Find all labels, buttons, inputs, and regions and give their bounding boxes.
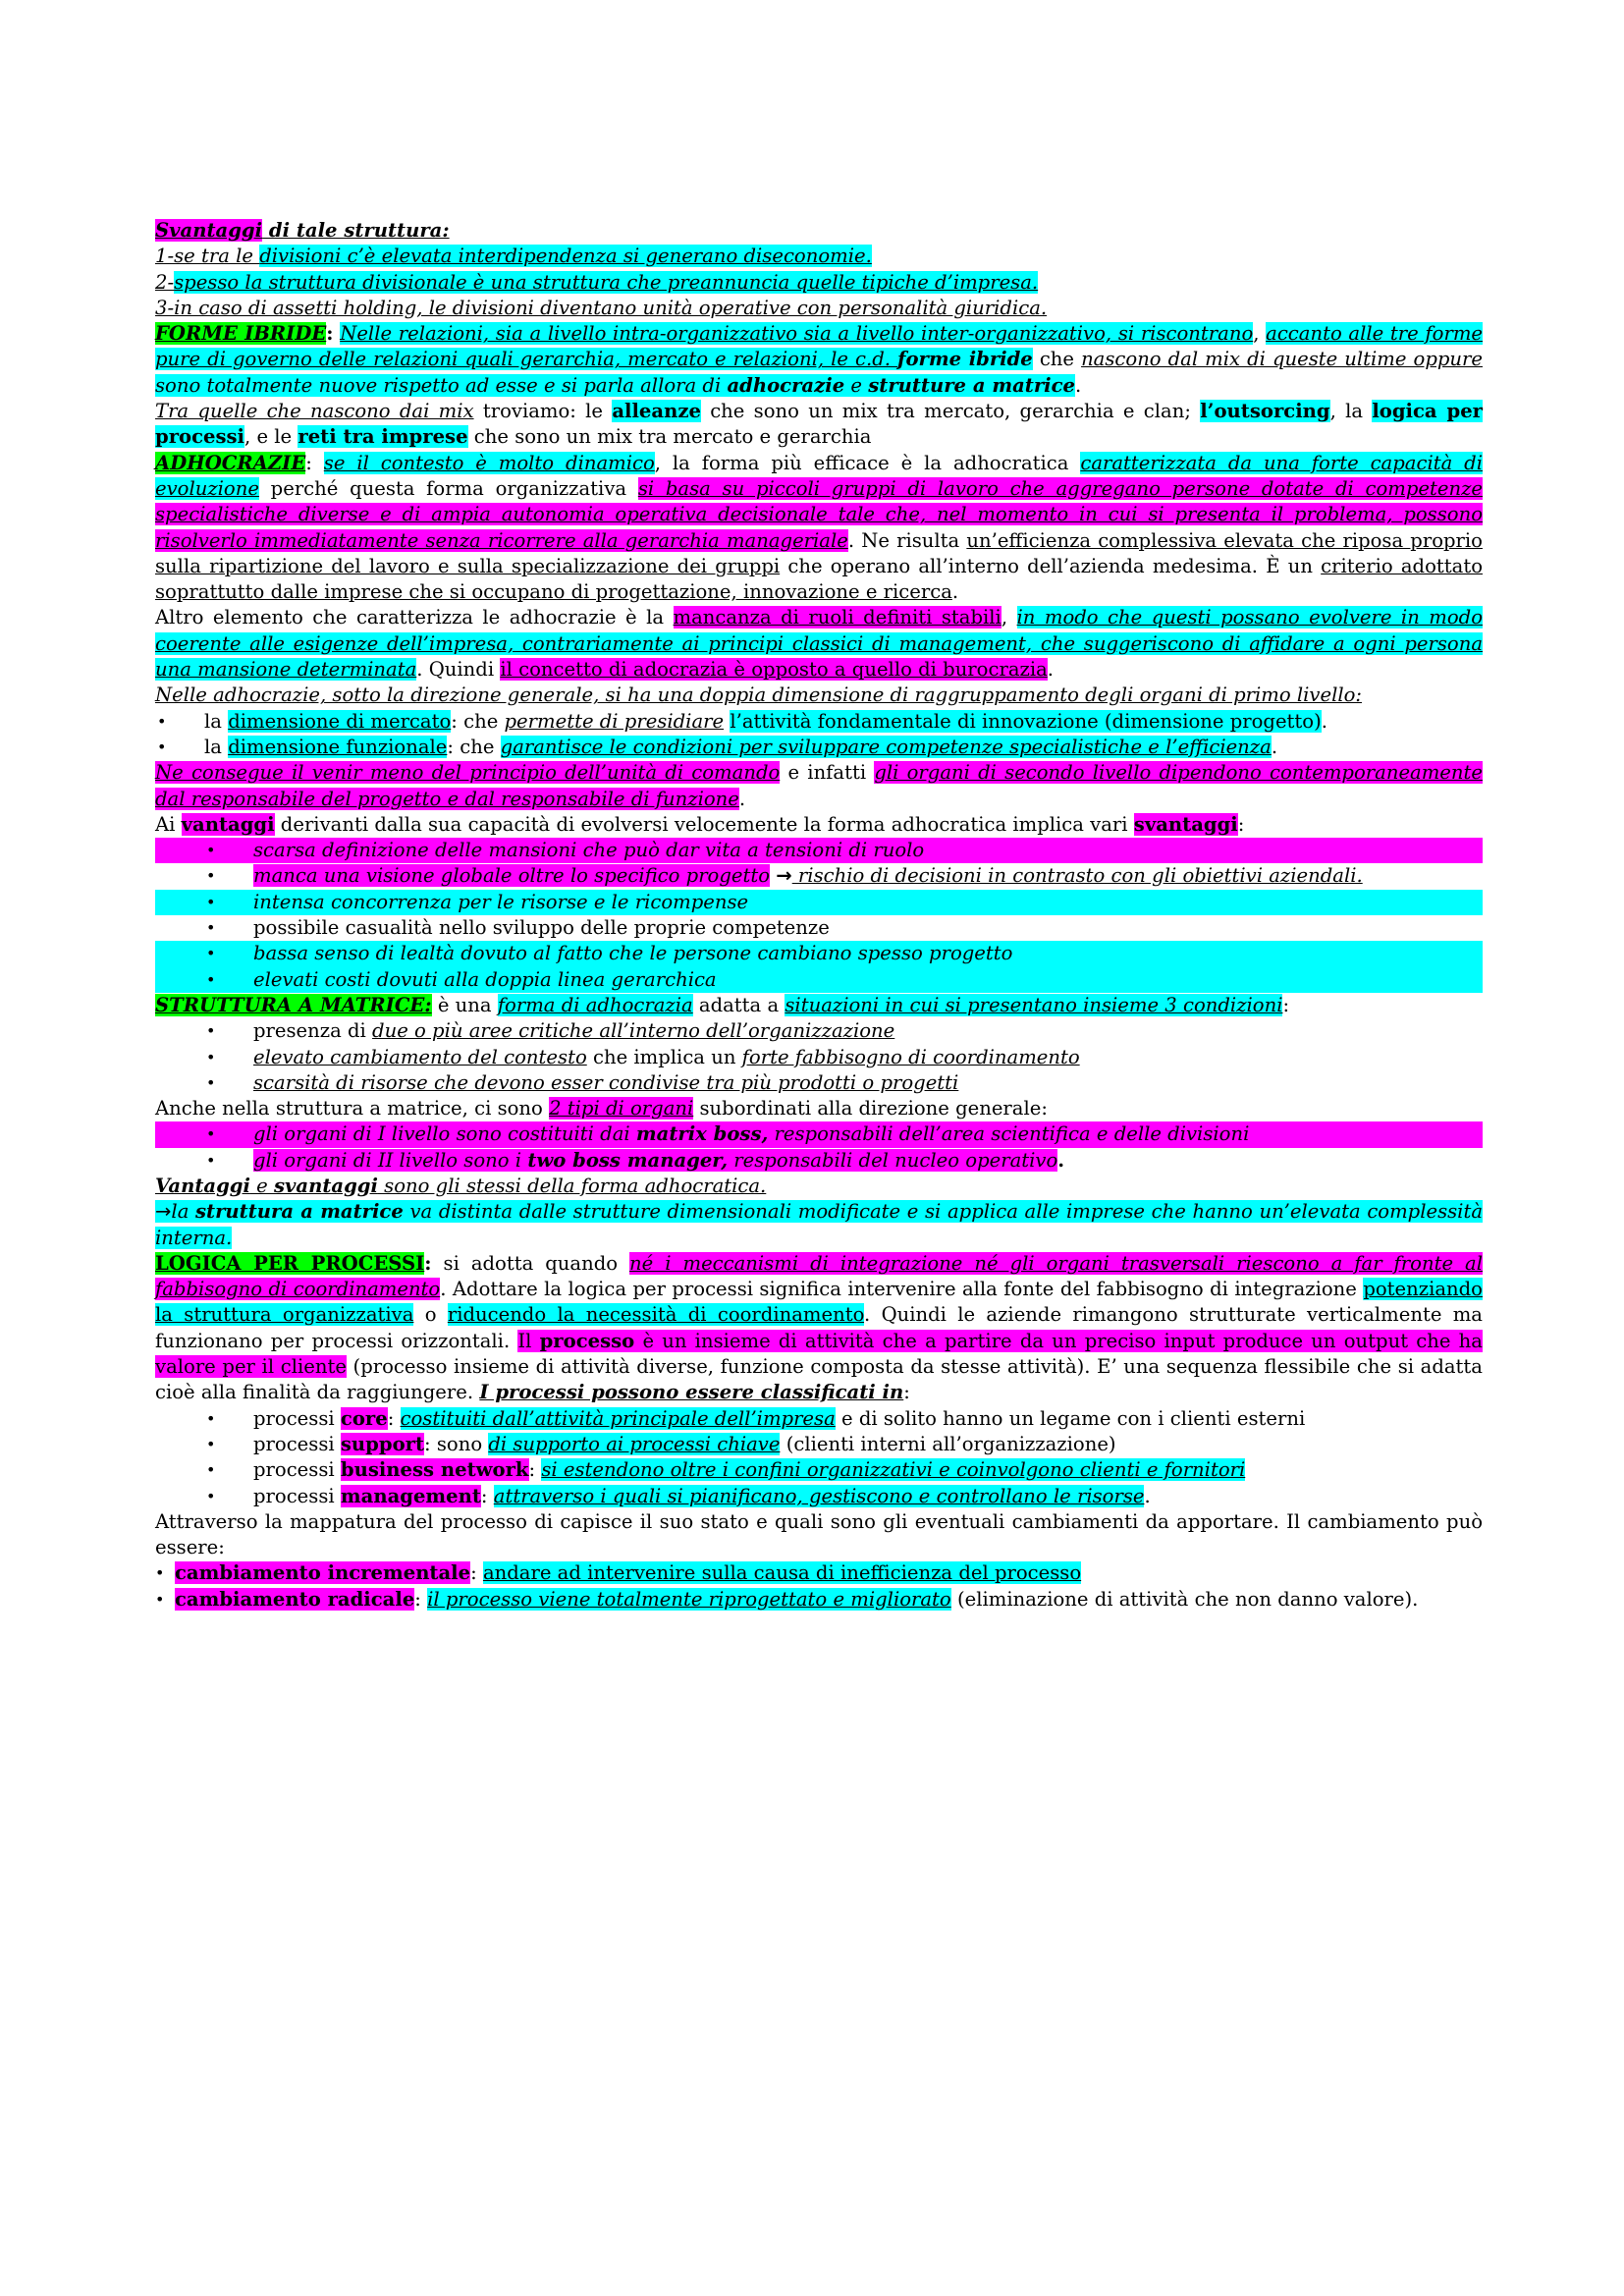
adho-t9: che operano all’interno dell’azienda medesima. È un xyxy=(780,554,1322,577)
organo-2d: . xyxy=(1057,1148,1065,1172)
vantaggi-paragraph xyxy=(155,812,1483,838)
svantaggi-l1-prefix: 1-se tra le xyxy=(155,245,260,268)
camb-c2c: il processo viene totalmente riprogettato e migliorato xyxy=(427,1587,951,1611)
altro-t7: . xyxy=(1047,658,1055,682)
proc-sep: : xyxy=(528,1458,542,1482)
list-item xyxy=(155,1560,1483,1586)
list-item xyxy=(155,1070,1483,1096)
processi-paragraph xyxy=(155,1251,1483,1406)
svantaggi-label: Svantaggi xyxy=(155,219,263,242)
camb-c2b: : xyxy=(414,1587,428,1611)
altro-t2: mancanza di ruoli definiti stabili xyxy=(673,606,1001,629)
forme-t11: strutture a matrice xyxy=(868,373,1076,397)
organo-1c: responsabili dell’area scientifica e delle divisioni xyxy=(768,1122,1250,1146)
doppia-b2a: la xyxy=(204,735,229,758)
svantaggi-line-3: 3-in caso di assetti holding, le divisioni diventano unità operative con personalità giuridica. xyxy=(155,296,1048,319)
processi-colon: : xyxy=(424,1251,432,1275)
mix-t1: Tra quelle che nascono dai mix xyxy=(155,400,474,423)
altro-paragraph xyxy=(155,605,1483,683)
svantaggio-5: bassa senso di lealtà dovuto al fatto che le persone cambiano spesso progetto xyxy=(253,942,1013,965)
proc-sep: : xyxy=(480,1484,494,1507)
mix-t2: troviamo: le xyxy=(473,400,613,423)
processi-heading: LOGICA PER PROCESSI xyxy=(155,1251,425,1275)
distinta-3: va distinta dalle strutture dimensionali modificate e si applica alle imprese che hanno un’elevata complessità interna. xyxy=(155,1200,1484,1249)
proc-post: (clienti interni all’organizzazione) xyxy=(780,1432,1116,1455)
vs-2: e xyxy=(249,1174,274,1197)
proc-desc: costituiti dall’attività principale dell’impresa xyxy=(400,1406,836,1430)
list-item xyxy=(155,1432,1483,1457)
list-item xyxy=(155,1121,1483,1147)
consegue-paragraph xyxy=(155,760,1483,812)
proc-sep: : sono xyxy=(424,1432,489,1455)
organo-1b: matrix boss, xyxy=(635,1122,769,1146)
adho-t7: . Ne risulta xyxy=(847,528,967,552)
matrice-t1: è una xyxy=(431,993,498,1016)
adhocrazie-paragraph xyxy=(155,451,1483,606)
svantaggio-1: scarsa definizione delle mansioni che può dar vita a tensioni di ruolo xyxy=(253,839,925,862)
mappatura-paragraph: Attraverso la mappatura del processo di capisce il suo stato e quali sono gli eventuali cambiamenti da apportare. Il cambiamento può essere: xyxy=(155,1509,1483,1559)
matrice-heading: STRUTTURA A MATRICE: xyxy=(155,993,432,1016)
processi-t10: I processi possono essere classificati in xyxy=(479,1381,904,1404)
camb-c2d: (eliminazione di attività che non danno valore). xyxy=(950,1587,1419,1611)
doppia-intro: Nelle adhocrazie, sotto la direzione generale, si ha una doppia dimensione di raggruppamento degli organi di primo livello: xyxy=(155,683,1363,707)
proc-name: core xyxy=(340,1406,388,1430)
processi-t8a: Il xyxy=(517,1329,540,1352)
vantaggi-label: vantaggi xyxy=(181,812,275,836)
matrice-t2: forma di adhocrazia xyxy=(497,993,693,1016)
forme-t9: adhocrazie xyxy=(727,373,845,397)
svantaggio-2-rischio: rischio di decisioni in contrasto con gli obiettivi aziendali. xyxy=(791,864,1363,888)
processi-t9: (processo insieme di attività diverse, funzione composta da stesse attività). E’ una sequenza flessibile che si adatta cioè alla finalità da raggiungere. xyxy=(155,1355,1483,1404)
doppia-b2d: garantisce le condizioni per sviluppare competenze specialistiche e l’efficienza xyxy=(500,735,1272,758)
doppia-b2e: . xyxy=(1271,735,1278,758)
list-item xyxy=(155,967,1483,993)
cambiamento-list xyxy=(155,1560,1483,1613)
list-item xyxy=(155,1018,1483,1044)
adhocrazie-heading: ADHOCRAZIE xyxy=(155,451,306,474)
proc-desc: di supporto ai processi chiave xyxy=(488,1432,781,1455)
adho-t8: un’efficienza complessiva elevata che riposa proprio sulla ripartizione del lavoro e sulla specializzazione dei gruppi xyxy=(155,528,1483,577)
forme-t5: che xyxy=(1032,348,1082,371)
processi-t3: . Adottare la logica per processi significa intervenire alla fonte del fabbisogno di integrazione xyxy=(440,1278,1364,1301)
svantaggio-3: intensa concorrenza per le risorse e le ricompense xyxy=(253,890,749,913)
cambiamento-radicale: cambiamento radicale xyxy=(175,1587,415,1611)
adho-t1: : xyxy=(305,451,324,474)
proc-post: . xyxy=(1144,1484,1151,1507)
vantaggi-svantaggi-line xyxy=(155,1174,1483,1199)
forme-t1: Nelle relazioni, sia a livello intra-organizzativo sia a livello inter-organizzativo, si riscontrano xyxy=(340,322,1254,346)
list-item xyxy=(155,1457,1483,1483)
mix-reti: reti tra imprese xyxy=(298,425,468,449)
organi-a2: 2 tipi di organi xyxy=(549,1097,694,1121)
svantaggio-6: elevati costi dovuti alla doppia linea gerarchica xyxy=(253,967,717,991)
proc-desc: si estendono oltre i confini organizzativi e coinvolgono clienti e fornitori xyxy=(541,1458,1246,1482)
processi-t8b: processo xyxy=(539,1329,635,1352)
altro-t3: , xyxy=(1001,606,1017,629)
mix-t6: , la xyxy=(1329,400,1373,423)
altro-t4: in modo che questi possano evolvere in modo coerente alle esigenze dell’impresa, contrariamente ai principi classici di management, che suggeriscono di affidare a ogni persona una mansione determinata xyxy=(155,606,1483,682)
consegue-t3: gli organi di secondo livello dipendono contemporaneamente dal responsabile del progetto e dal responsabile di funzione xyxy=(155,761,1483,810)
svantaggi-l1-text: divisioni c’è elevata interdipendenza si generano diseconomie. xyxy=(259,245,872,268)
doppia-b1b: dimensione di mercato xyxy=(228,709,452,733)
altro-t1: Altro elemento che caratterizza le adhocrazie è la xyxy=(155,606,674,629)
forme-t8: sono totalmente nuove rispetto ad esse e si parla allora di xyxy=(155,373,728,397)
mix-t10: che sono un mix tra mercato e gerarchia xyxy=(467,425,872,449)
camb-c1b: : xyxy=(470,1561,483,1585)
arrow-right-icon: → xyxy=(776,864,792,888)
organo-1a: gli organi di I livello sono costituiti dai xyxy=(253,1122,636,1146)
vantaggi-t5: : xyxy=(1237,812,1245,836)
processi-t4: potenziando la struttura organizzativa xyxy=(155,1278,1483,1327)
cond-2a: elevato cambiamento del contesto xyxy=(253,1045,587,1068)
processi-t7: . Quindi le aziende rimangono strutturate verticalmente ma funzionano per processi orizzontali. xyxy=(155,1303,1483,1352)
altro-t6: il concetto di adocrazia è opposto a quello di burocrazia xyxy=(500,658,1048,682)
arrow-right-icon: → xyxy=(155,1200,172,1224)
vantaggi-t1: Ai xyxy=(155,812,182,836)
matrice-t5: : xyxy=(1282,993,1290,1016)
mix-outsorcing: l’outsorcing xyxy=(1200,400,1330,423)
adho-t2: se il contesto è molto dinamico xyxy=(323,451,655,474)
matrice-t4: situazioni in cui si presentano insieme 3 condizioni xyxy=(785,993,1283,1016)
organo-2b: two boss manager, xyxy=(527,1148,729,1172)
mix-paragraph xyxy=(155,399,1483,451)
proc-name: management xyxy=(340,1484,481,1507)
list-item xyxy=(155,890,1483,915)
proc-name: support xyxy=(340,1432,425,1455)
doppia-b2c: : che xyxy=(447,735,501,758)
consegue-t1: Ne consegue il venir meno del principio dell’unità di comando xyxy=(155,761,781,785)
forme-t2: , xyxy=(1253,322,1267,346)
distinta-2: struttura a matrice xyxy=(195,1200,404,1224)
svantaggio-2: manca una visione globale oltre lo specifico progetto xyxy=(253,864,771,888)
doppia-b1c: : che xyxy=(451,709,505,733)
svantaggio-4: possibile casualità nello sviluppo delle proprie competenze xyxy=(253,916,830,940)
cond-3: scarsità di risorse che devono esser condivise tra più prodotti o progetti xyxy=(253,1070,959,1094)
proc-pre: processi xyxy=(253,1458,341,1482)
svantaggi-label-2: svantaggi xyxy=(1133,812,1238,836)
altro-t5: . Quindi xyxy=(416,658,501,682)
doppia-b2b: dimensione funzionale xyxy=(228,735,448,758)
cond-1b: due o più aree critiche all’interno dell’organizzazione xyxy=(372,1019,895,1043)
svantaggi-label-rest: di tale struttura: xyxy=(262,219,450,242)
vs-4: sono gli stessi della forma adhocratica. xyxy=(377,1174,767,1197)
vs-1: Vantaggi xyxy=(155,1174,250,1197)
camb-c1c: andare ad intervenire sulla causa di inefficienza del processo xyxy=(482,1561,1082,1585)
list-item xyxy=(155,838,1483,863)
matrice-distinta xyxy=(155,1199,1483,1251)
proc-sep: : xyxy=(387,1406,401,1430)
doppia-b1f: l’attività fondamentale di innovazione (dimensione progetto) xyxy=(730,709,1322,733)
doppia-b1g: . xyxy=(1321,709,1327,733)
proc-post: e di solito hanno un legame con i clienti esterni xyxy=(835,1406,1306,1430)
adho-t4: caratterizzata da una forte capacità di evoluzione xyxy=(155,451,1483,500)
cond-2c: forte fabbisogno di coordinamento xyxy=(741,1045,1080,1068)
matrice-t3: adatta a xyxy=(692,993,785,1016)
doppia-b1a: la xyxy=(204,709,229,733)
svantaggi-line-1 xyxy=(155,244,1483,269)
forme-t12: . xyxy=(1075,373,1082,397)
list-item xyxy=(155,709,1483,735)
forme-t6: nascono dal mix di queste ultime oppure xyxy=(1081,348,1483,371)
adho-t11: . xyxy=(951,580,959,604)
matrice-paragraph xyxy=(155,993,1483,1018)
organo-2c: responsabili del nucleo operativo xyxy=(728,1148,1058,1172)
processi-t1: si adotta quando xyxy=(431,1251,630,1275)
processi-list xyxy=(155,1406,1483,1509)
mix-alleanze: alleanze xyxy=(612,400,701,423)
svantaggi-l2-prefix: 2- xyxy=(155,270,175,294)
list-item xyxy=(155,915,1483,941)
cond-2b: che implica un xyxy=(586,1045,742,1068)
cond-1a: presenza di xyxy=(253,1019,373,1043)
mix-logica: logica per processi xyxy=(155,400,1483,449)
consegue-t2: e infatti xyxy=(780,761,875,785)
svantaggi-title xyxy=(155,218,1483,244)
document-page xyxy=(155,218,1483,1613)
proc-pre: processi xyxy=(253,1406,341,1430)
forme-ibride-paragraph xyxy=(155,321,1483,399)
adho-t5: perché questa forma organizzativa xyxy=(258,476,638,500)
matrice-organi xyxy=(155,1096,1483,1121)
cambiamento-incrementale: cambiamento incrementale xyxy=(175,1561,471,1585)
doppia-b1d: permette di presidiare xyxy=(504,709,725,733)
proc-pre: processi xyxy=(253,1432,341,1455)
svantaggi-list xyxy=(155,838,1483,993)
doppia-list xyxy=(155,709,1483,761)
mix-t4: che sono un mix tra mercato, gerarchia e clan; xyxy=(700,400,1201,423)
processi-t2: né i meccanismi di integrazione né gli organi trasversali riescono a far fronte al fabbisogno di coordinamento xyxy=(155,1251,1483,1301)
matrice-conditions xyxy=(155,1018,1483,1096)
forme-ibride-heading: FORME IBRIDE xyxy=(155,322,327,346)
proc-name: business network xyxy=(340,1458,529,1482)
consegue-t4: . xyxy=(738,787,746,810)
distinta-1: la xyxy=(171,1200,196,1224)
processi-t11: : xyxy=(903,1381,910,1404)
proc-pre: processi xyxy=(253,1484,341,1507)
mix-t8: , e le xyxy=(244,425,298,449)
list-item xyxy=(155,1484,1483,1509)
forme-colon: : xyxy=(326,322,334,346)
organi-a1: Anche nella struttura a matrice, ci sono xyxy=(155,1097,550,1121)
organi-list xyxy=(155,1121,1483,1174)
forme-t10: e xyxy=(844,373,869,397)
forme-t3: accanto alle tre forme pure di governo delle relazioni quali gerarchia, mercato e relazioni, le c.d. xyxy=(155,322,1483,371)
list-item xyxy=(155,1148,1483,1174)
organo-2a: gli organi di II livello sono i xyxy=(253,1148,528,1172)
proc-desc: attraverso i quali si pianificano, gestiscono e controllano le risorse xyxy=(493,1484,1145,1507)
organi-a3: subordinati alla direzione generale: xyxy=(693,1097,1048,1121)
processi-t6: riducendo la necessità di coordinamento xyxy=(447,1303,865,1327)
adho-t10: criterio adottato soprattutto dalle imprese che si occupano di progettazione, innovazione e ricerca xyxy=(155,554,1483,604)
vs-3: svantaggi xyxy=(274,1174,378,1197)
vantaggi-t3: derivanti dalla sua capacità di evolversi velocemente la forma adhocratica implica vari xyxy=(274,812,1134,836)
list-item xyxy=(155,1406,1483,1432)
list-item xyxy=(155,1045,1483,1070)
svantaggi-line-2 xyxy=(155,270,1483,296)
adho-t6: si basa su piccoli gruppi di lavoro che aggregano persone dotate di competenze specialistiche diverse e di ampia autonomia operativa decisionale tale che, nel momento in cui si presenta il problema, possono risolverlo immediatamente senza ricorrere alla gerarchia manageriale xyxy=(155,476,1484,552)
processi-t5: o xyxy=(413,1303,448,1327)
svantaggi-l2-text: spesso la struttura divisionale è una struttura che preannuncia quelle tipiche d’impresa. xyxy=(174,270,1039,294)
processi-t8c: è un insieme di attività che a partire da un preciso input produce un output che ha valore per il cliente xyxy=(155,1329,1483,1379)
list-item xyxy=(155,735,1483,760)
list-item xyxy=(155,863,1483,889)
list-item xyxy=(155,941,1483,966)
forme-t4: forme ibride xyxy=(897,348,1033,371)
adho-t3: , la forma più efficace è la adhocratica xyxy=(654,451,1081,474)
list-item xyxy=(155,1587,1483,1613)
